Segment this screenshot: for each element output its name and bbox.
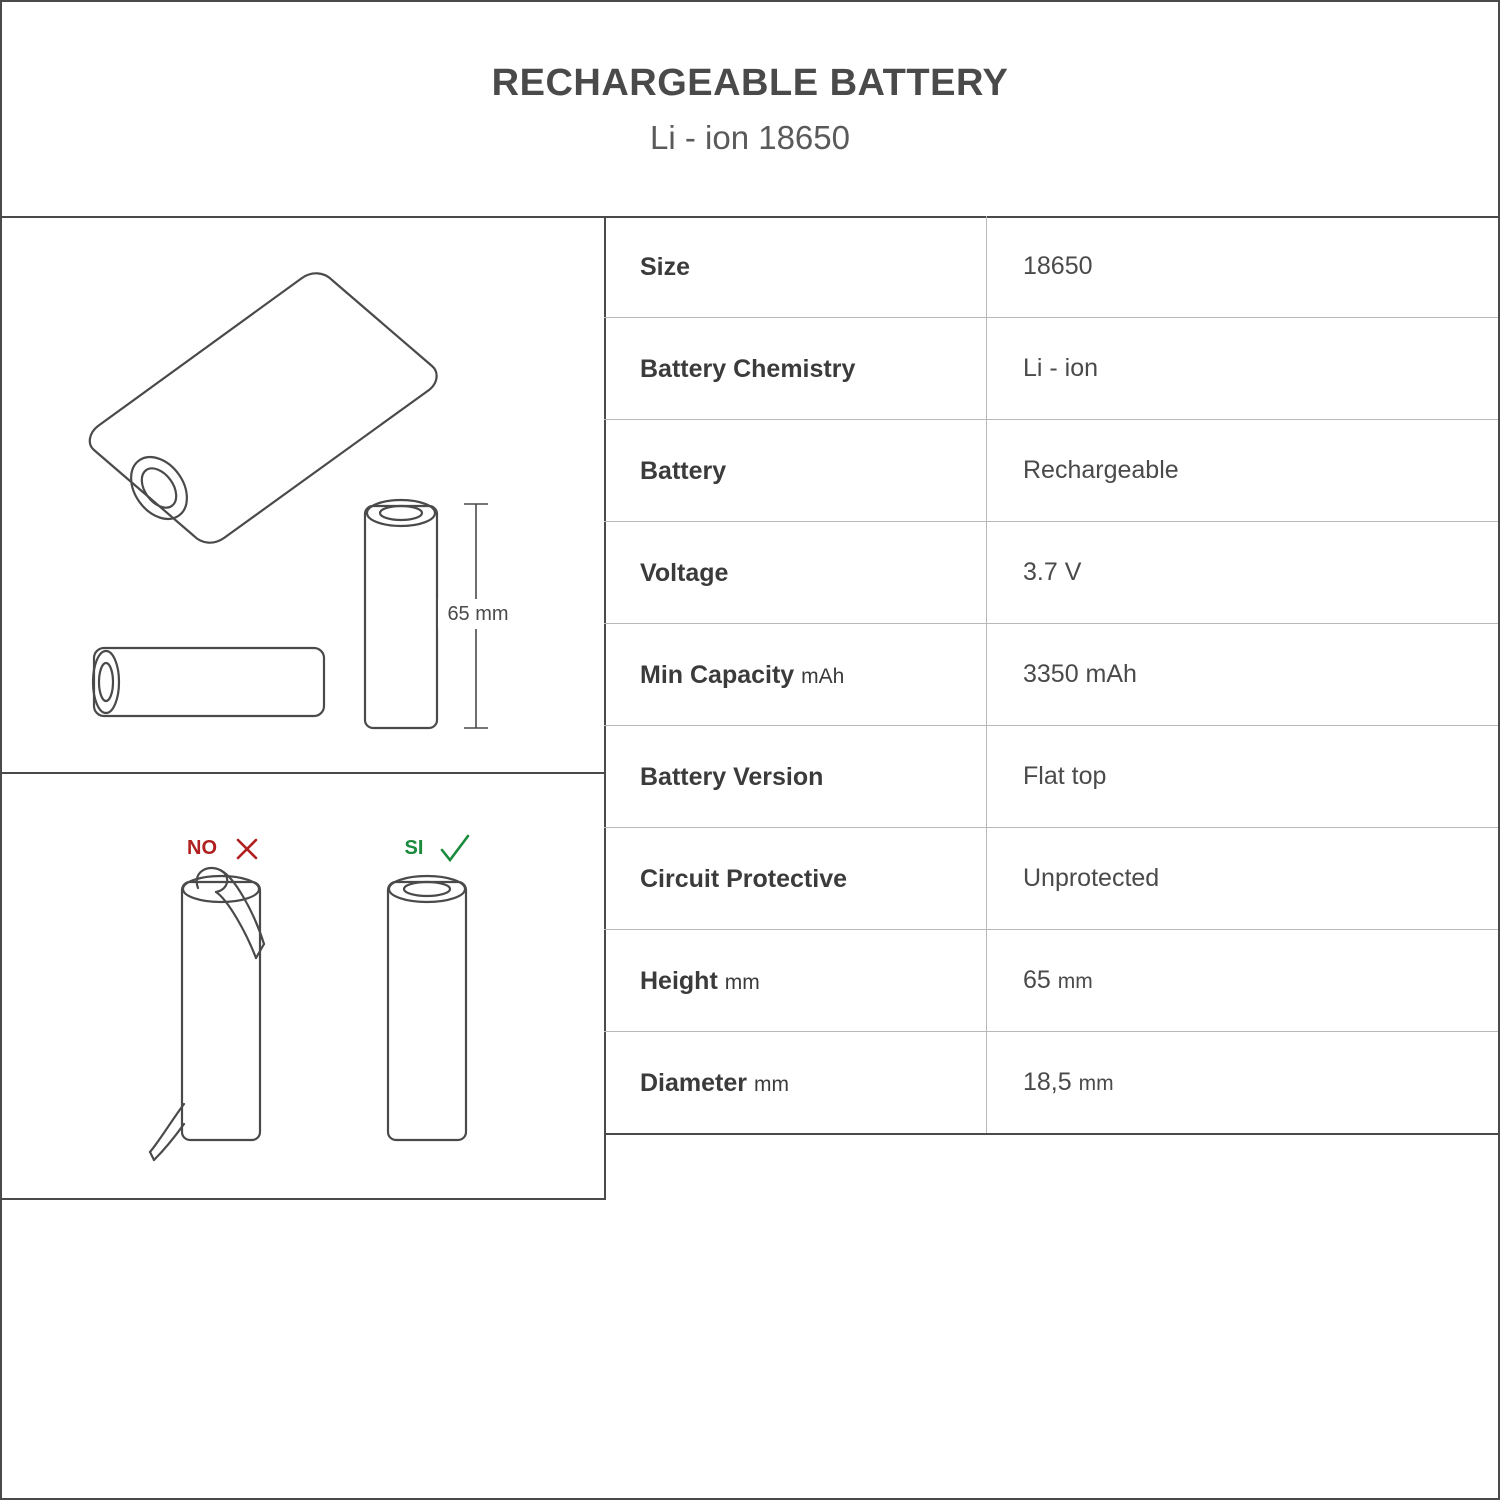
- battery-plain: [388, 876, 466, 1140]
- row-value-text: Li - ion: [1023, 354, 1099, 382]
- bad-option-label: NO: [187, 837, 217, 859]
- row-value: [987, 828, 1499, 930]
- row-label-unit: mm: [753, 1072, 789, 1096]
- row-value-text: 18650: [1023, 252, 1093, 280]
- row-label: [604, 930, 987, 1032]
- row-value-text: 65: [1023, 966, 1051, 994]
- row-label-text: Size: [640, 252, 691, 281]
- row-value: [987, 216, 1499, 318]
- battery-horizontal-small: [93, 648, 324, 716]
- row-label-text: Battery: [640, 456, 727, 485]
- table-row: [604, 828, 1498, 930]
- row-label-unit: mm: [724, 970, 760, 994]
- check-icon: [442, 836, 468, 860]
- battery-drawings: [2, 216, 604, 772]
- blank-footer-area: [2, 1198, 1498, 1498]
- table-row: [604, 216, 1498, 318]
- specification-table: [604, 216, 1498, 1135]
- battery-comparison-panel: [2, 772, 606, 1200]
- row-value: [987, 624, 1499, 726]
- row-value-text: 3350 mAh: [1023, 660, 1137, 688]
- row-value-unit: mm: [1057, 970, 1093, 993]
- table-row: [604, 318, 1498, 420]
- row-value: [987, 930, 1499, 1032]
- row-value-text: Unprotected: [1023, 864, 1160, 892]
- battery-illustration-panel: [2, 216, 606, 774]
- cross-icon: [238, 840, 256, 858]
- row-label: [604, 216, 987, 318]
- header: [2, 2, 1498, 218]
- row-value: [987, 1032, 1499, 1135]
- row-label: [604, 522, 987, 624]
- row-label: [604, 420, 987, 522]
- row-label-text: Height: [640, 966, 718, 995]
- row-label-unit: mAh: [801, 664, 845, 688]
- row-value: [987, 726, 1499, 828]
- page-subtitle: Li - ion 18650: [650, 118, 850, 156]
- good-option-label: SI: [404, 837, 424, 859]
- row-value-unit: mm: [1078, 1072, 1114, 1095]
- table-row: [604, 726, 1498, 828]
- row-label-text: Battery Chemistry: [640, 354, 856, 383]
- row-value: [987, 318, 1499, 420]
- table-row: [604, 1032, 1498, 1135]
- table-row: [604, 522, 1498, 624]
- row-label-text: Voltage: [640, 558, 729, 587]
- height-dimension-label: 65 mm: [447, 603, 509, 625]
- table-row: [604, 624, 1498, 726]
- no-si-drawings: [2, 772, 604, 1198]
- table-row: [604, 420, 1498, 522]
- row-label-text: Min Capacity: [640, 660, 795, 689]
- row-label-text: Circuit Protective: [640, 864, 848, 893]
- row-value-text: Rechargeable: [1023, 456, 1179, 484]
- row-label: [604, 624, 987, 726]
- row-label: [604, 726, 987, 828]
- row-label: [604, 828, 987, 930]
- battery-vertical-dimensioned: [365, 500, 518, 728]
- row-value-text: 3.7 V: [1023, 558, 1082, 586]
- row-value-text: Flat top: [1023, 762, 1107, 790]
- battery-with-tabs: [150, 868, 264, 1160]
- row-label-text: Diameter: [640, 1068, 747, 1097]
- row-label-text: Battery Version: [640, 762, 824, 791]
- row-value: [987, 522, 1499, 624]
- page-title: RECHARGEABLE BATTERY: [491, 61, 1009, 104]
- row-label: [604, 318, 987, 420]
- row-value: [987, 420, 1499, 522]
- table-row: [604, 930, 1498, 1032]
- row-label: [604, 1032, 987, 1135]
- row-value-text: 18,5: [1023, 1068, 1072, 1096]
